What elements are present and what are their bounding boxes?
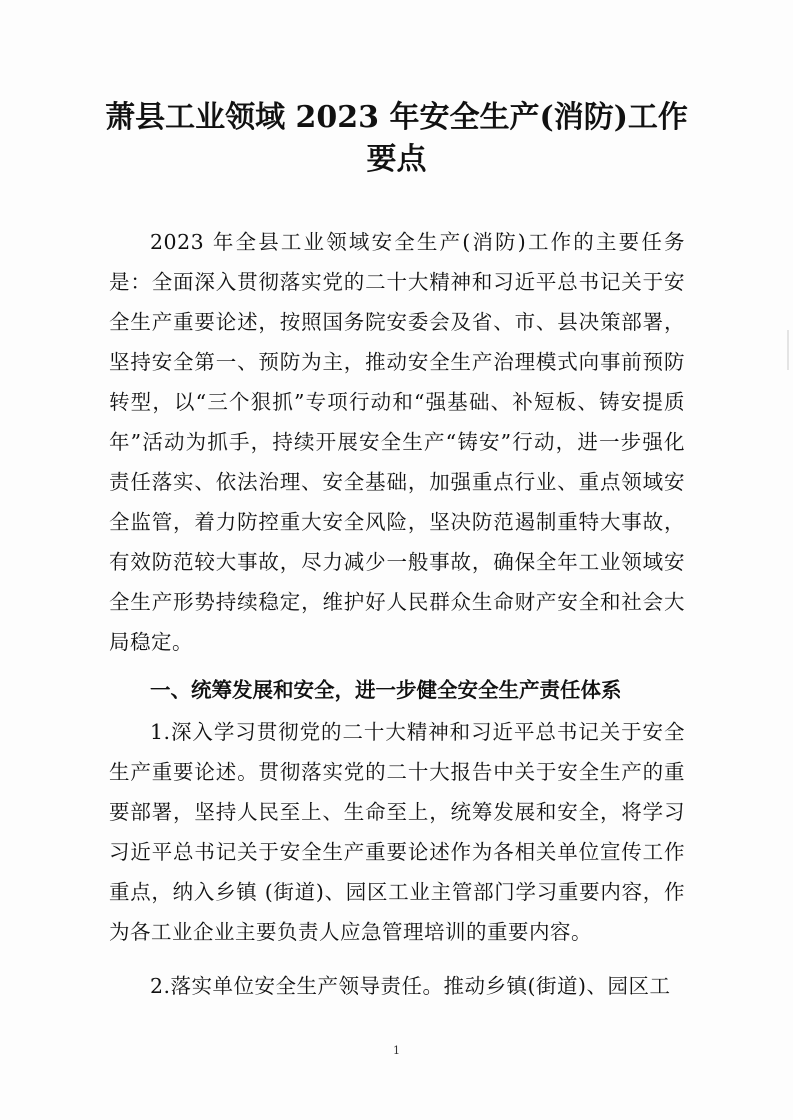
intro-paragraph: 2023 年全县工业领域安全生产(消防)工作的主要任务是：全面深入贯彻落实党的二十大精神和习近平总书记关于安全生产重要论述，按照国务院安委会及省、市、县决策部署，坚持安全第一、预防为主，推动安全生产治理模式向事前预防转型，以“三个狠抓”专项行动和“强基础、补短板、铸安提质年”活动为抓手，持续开展安全生产“铸安”行动，进一步强化责任落实、依法治理、安全基础，加强重点行业、重点领域安全监管，着力防控重大安全风险，坚决防范遏制重特大事故，有效防范较大事故，尽力减少一般事故，确保全年工业领域安全生产形势持续稳定，维护好人民群众生命财产安全和社会大局稳定。 — [109, 230, 685, 654]
scan-edge-mark — [787, 330, 789, 370]
document-title-line-1: 萧县工业领域 2023 年安全生产(消防)工作 — [105, 100, 688, 135]
item-1-paragraph: 1.深入学习贯彻党的二十大精神和习近平总书记关于安全生产重要论述。贯彻落实党的二十大报告中关于安全生产的重要部署，坚持人民至上、生命至上，统筹发展和安全，将学习习近平总书记关于安全生产重要论述作为各相关单位宣传工作重点，纳入乡镇 (街道)、园区工业主管部门学习重要内容，作为各工业企业主要负责人应急管理培训的重要内容。 — [109, 720, 685, 944]
page-number: 1 — [393, 1044, 400, 1057]
document-title-line-2: 要点 — [366, 142, 427, 177]
section-heading-1: 一、统筹发展和安全，进一步健全安全生产责任体系 — [150, 678, 622, 702]
item-2-paragraph: 2.落实单位安全生产领导责任。推动乡镇(街道)、园区工 — [150, 974, 671, 998]
